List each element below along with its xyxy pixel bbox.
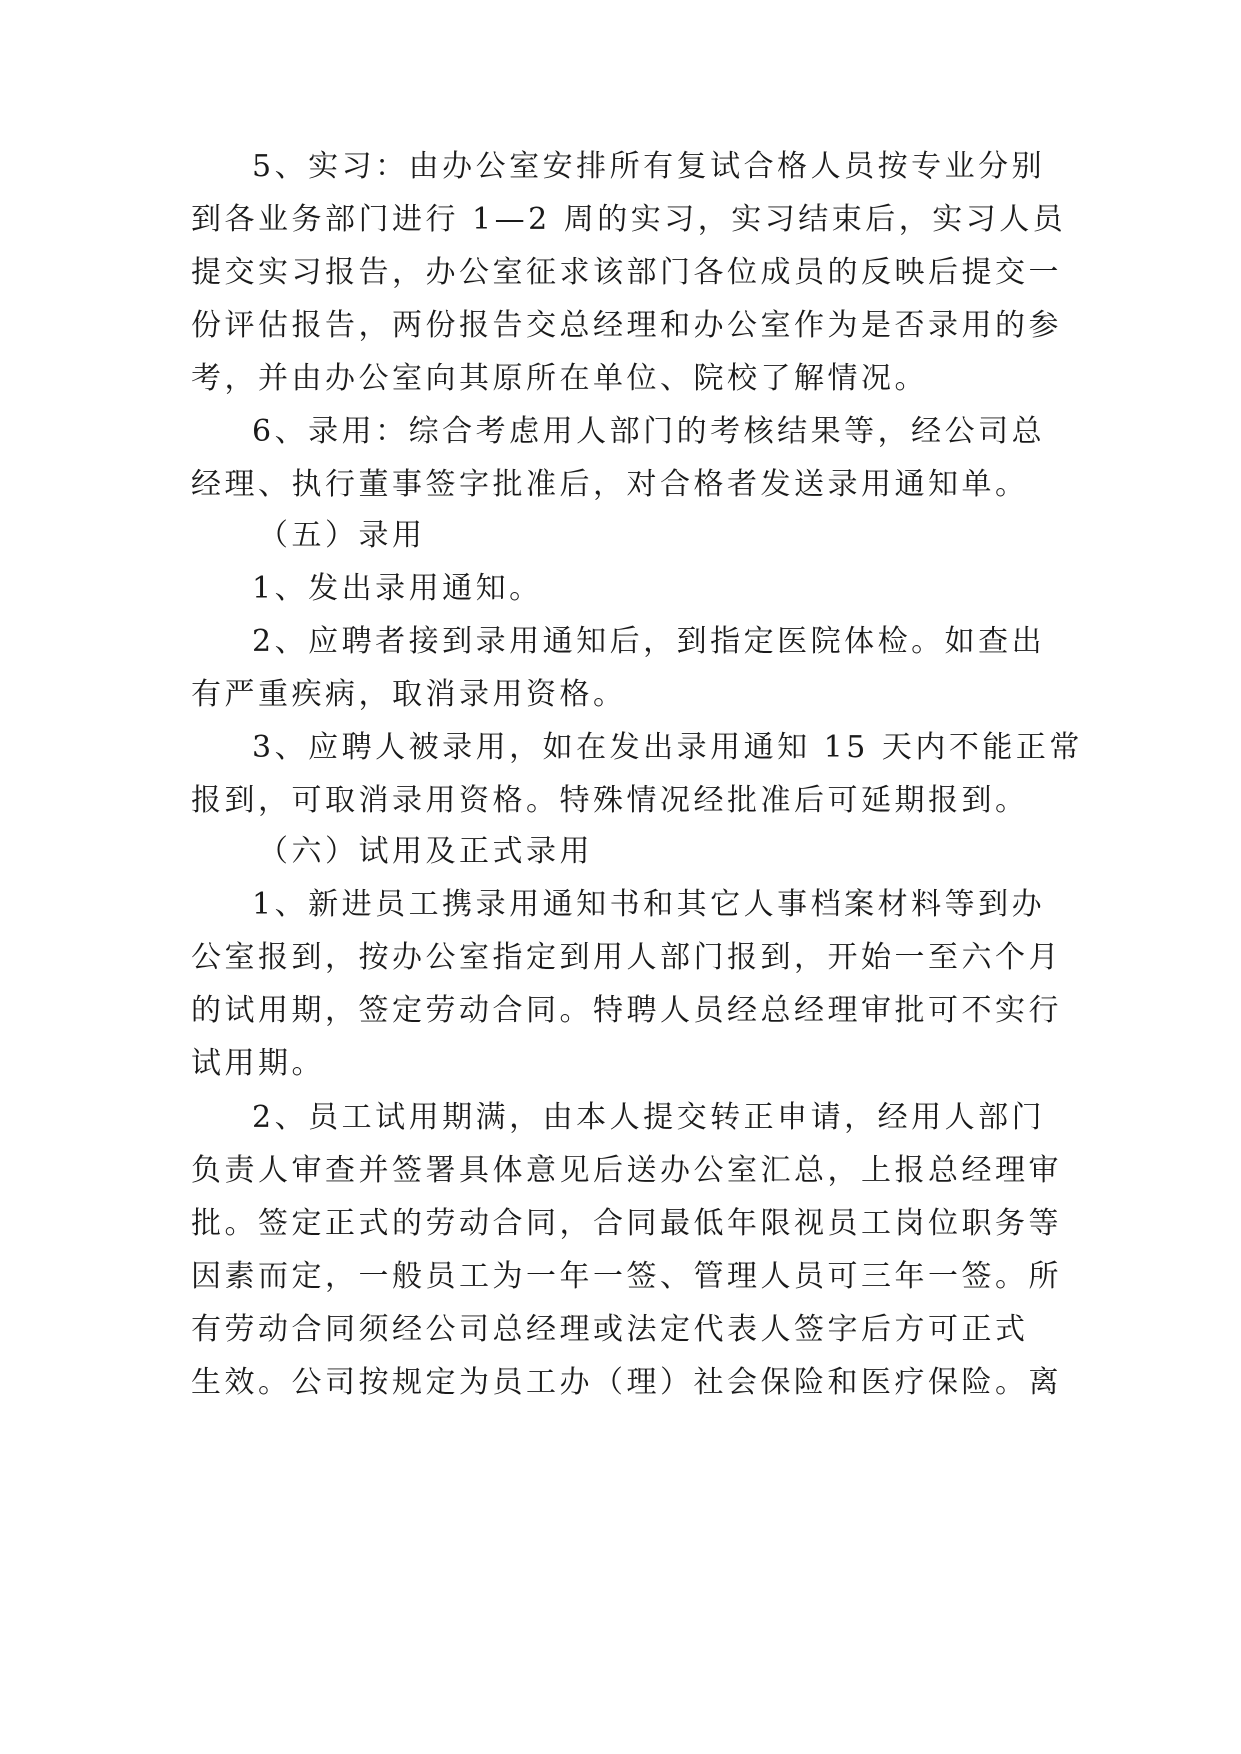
item-6-2-line-2: 负责人审查并签署具体意见后送办公室汇总，上报总经理审 [191,1153,1062,1188]
paragraph-6-line-2: 经理、执行董事签字批准后，对合格者发送录用通知单。 [191,467,1029,502]
item-2-line-1: 2、应聘者接到录用通知后，到指定医院体检。如查出 [252,624,1046,659]
paragraph-5-line-4: 份评估报告，两份报告交总经理和办公室作为是否录用的参 [191,308,1062,343]
item-6-1-line-3: 的试用期，签定劳动合同。特聘人员经总经理审批可不实行 [191,993,1062,1028]
item-6-2-line-6: 生效。公司按规定为员工办（理）社会保险和医疗保险。离 [191,1365,1062,1400]
item-2-line-2: 有严重疾病，取消录用资格。 [191,677,627,712]
item-6-1-line-4: 试用期。 [191,1046,325,1081]
item-6-1-line-1: 1、新进员工携录用通知书和其它人事档案材料等到办 [252,887,1046,922]
item-6-2-line-4: 因素而定，一般员工为一年一签、管理人员可三年一签。所 [191,1259,1062,1294]
paragraph-5-line-1: 5、实习：由办公室安排所有复试合格人员按专业分别 [252,149,1046,184]
item-3-line-2: 报到，可取消录用资格。特殊情况经批准后可延期报到。 [191,783,1029,818]
paragraph-5-line-5: 考，并由办公室向其原所在单位、院校了解情况。 [191,361,928,396]
paragraph-5-line-2: 到各业务部门进行 1—2 周的实习，实习结束后，实习人员 [191,202,1067,237]
paragraph-6-line-1: 6、录用：综合考虑用人部门的考核结果等，经公司总 [252,414,1046,449]
item-1-line-1: 1、发出录用通知。 [252,571,543,606]
item-3-line-1: 3、应聘人被录用，如在发出录用通知 15 天内不能正常 [252,730,1083,765]
section-heading-6: （六）试用及正式录用 [258,834,593,869]
item-6-2-line-3: 批。签定正式的劳动合同，合同最低年限视员工岗位职务等 [191,1206,1062,1241]
paragraph-5-line-3: 提交实习报告，办公室征求该部门各位成员的反映后提交一 [191,255,1062,290]
item-6-2-line-1: 2、员工试用期满，由本人提交转正申请，经用人部门 [252,1100,1046,1135]
item-6-1-line-2: 公室报到，按办公室指定到用人部门报到，开始一至六个月 [191,940,1062,975]
section-heading-5: （五）录用 [258,518,426,553]
item-6-2-line-5: 有劳动合同须经公司总经理或法定代表人签字后方可正式 [191,1312,1029,1347]
